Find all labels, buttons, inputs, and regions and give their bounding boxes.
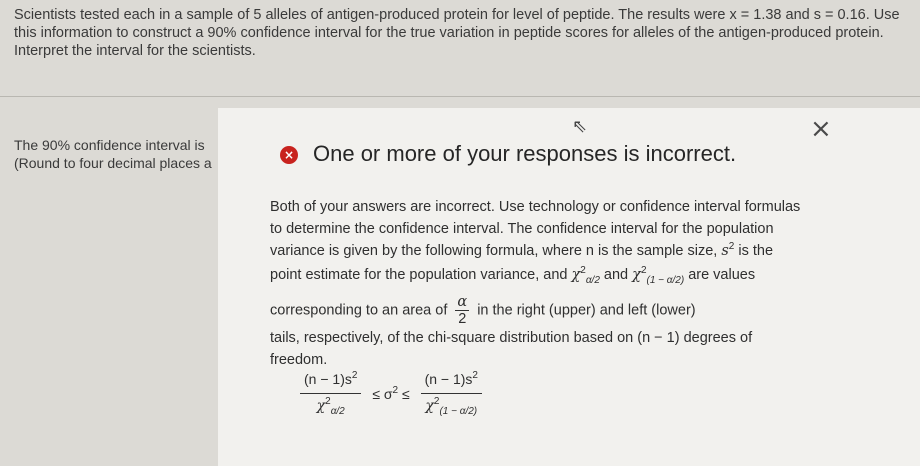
divider <box>0 96 920 97</box>
text-segment: are values <box>684 267 756 283</box>
dialog-title: One or more of your responses is incorrect. <box>313 141 737 166</box>
question-line: Scientists tested each in a sample of 5 alleles of antigen-produced protein for level of peptide. The results were x = 1.38 and s = 0.16. Use <box>14 7 900 23</box>
inequality-middle <box>372 386 409 402</box>
math-exponent: 2 <box>325 396 331 407</box>
chi-symbol: χ <box>571 267 581 283</box>
alpha-over-two-fraction <box>455 294 469 327</box>
math-subscript: (1 − α/2) <box>439 406 478 417</box>
prompt-line: The 90% confidence interval is <box>14 137 205 153</box>
fraction-numerator <box>300 368 361 394</box>
math-subscript: α/2 <box>585 275 600 286</box>
prompt-line: (Round to four decimal places a <box>14 155 212 171</box>
math-exponent: 2 <box>728 241 735 252</box>
feedback-text <box>270 196 801 371</box>
mouse-cursor-icon: ⇖ <box>572 116 588 137</box>
sigma-text: ≤ σ <box>372 385 393 402</box>
math-subscript: α/2 <box>330 406 345 417</box>
math-exponent: 2 <box>433 396 440 407</box>
text-segment: corresponding to an area of <box>270 302 452 319</box>
numerator-text: (n − 1)s <box>424 371 473 387</box>
inequality-symbol: ≤ <box>398 385 410 402</box>
numerator-text: (n − 1)s <box>304 371 352 387</box>
feedback-line: tails, respectively, of the chi-square distribution based on (n − 1) degrees of <box>270 330 753 346</box>
answer-prompt <box>14 136 212 172</box>
text-segment: and <box>599 267 633 283</box>
lower-bound-fraction <box>300 368 361 419</box>
text-segment: point estimate for the population variance, and <box>270 267 572 283</box>
fraction-denominator: 2 <box>458 311 467 327</box>
feedback-line <box>270 264 790 288</box>
question-line: Interpret the interval for the scientists. <box>14 43 256 59</box>
question-text <box>14 6 914 60</box>
math-subscript: (1 − α/2) <box>646 275 685 286</box>
text-segment: in the right (upper) and left (lower) <box>473 302 696 319</box>
math-exponent: 2 <box>472 370 478 381</box>
question-line: this information to construct a 90% confidence interval for the true variation in peptide scores for alleles of the antigen-produced protein. <box>14 25 884 41</box>
variance-interval-formula <box>296 368 486 419</box>
text-segment: variance is given by the following formula, where n is the sample size, <box>270 243 722 259</box>
text-segment: is the <box>734 243 774 259</box>
fraction-denominator <box>421 394 482 419</box>
math-exponent: 2 <box>351 370 358 381</box>
upper-bound-fraction <box>421 368 482 419</box>
feedback-line <box>270 294 790 327</box>
feedback-line: to determine the confidence interval. The confidence interval for the population <box>270 221 774 237</box>
fraction-numerator: α <box>457 294 468 310</box>
feedback-line: Both of your answers are incorrect. Use technology or confidence interval formulas <box>270 199 801 215</box>
feedback-line: freedom. <box>270 352 328 368</box>
feedback-line <box>270 240 790 264</box>
math-exponent: 2 <box>640 265 647 276</box>
fraction-numerator <box>421 368 482 394</box>
math-exponent: 2 <box>392 384 399 396</box>
math-s: s <box>721 243 729 259</box>
error-icon: × <box>280 146 298 164</box>
fraction-denominator <box>300 394 361 419</box>
chi-symbol: χ <box>316 398 326 414</box>
close-icon[interactable]: × <box>810 114 832 144</box>
math-exponent: 2 <box>580 265 586 276</box>
chi-symbol: χ <box>425 398 434 414</box>
chi-symbol: χ <box>632 267 641 283</box>
